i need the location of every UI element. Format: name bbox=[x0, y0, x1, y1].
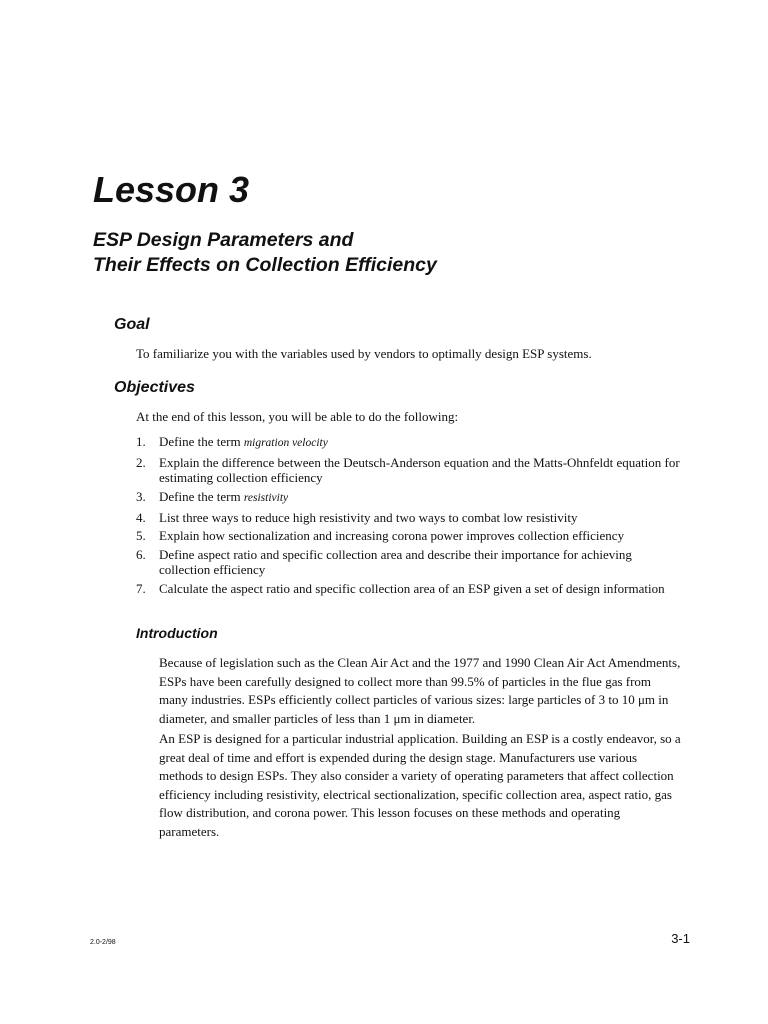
lesson-subtitle-line-1: ESP Design Parameters and bbox=[93, 229, 354, 251]
footer-edition: 2.0-2/98 bbox=[90, 939, 116, 946]
objectives-list bbox=[136, 434, 684, 600]
objective-term: resistivity bbox=[243, 491, 289, 504]
lesson-title: Lesson 3 bbox=[93, 169, 250, 210]
objective-text: Explain how sectionalization and increasing corona power improves collection efficiency bbox=[159, 528, 625, 544]
objective-number: 4. bbox=[136, 509, 146, 525]
introduction-heading: Introduction bbox=[136, 625, 218, 641]
introduction-paragraph-2: An ESP is designed for a particular industrial application. Building an ESP is a costly endeavor, so a great deal of time and effort is expended during the design stage. Manufacturers use various methods to design ESPs. They also consider a variety of operating parameters that affect collection efficiency including resistivity, electrical sectionalization, specific collection area, aspect ratio, gas flow distribution, and corona power. This lesson focuses on these methods and operating parameters. bbox=[159, 731, 681, 839]
objective-number: 1. bbox=[136, 434, 146, 449]
objective-item-5 bbox=[136, 528, 684, 544]
objective-item-7 bbox=[136, 581, 684, 597]
objective-text: List three ways to reduce high resistivity and two ways to combat low resistivity bbox=[159, 509, 578, 525]
objective-number: 6. bbox=[136, 546, 146, 562]
objective-number: 5. bbox=[136, 528, 146, 544]
objective-item-2 bbox=[136, 455, 684, 486]
objective-text: Define the term bbox=[159, 434, 244, 449]
objective-term: migration velocity bbox=[243, 437, 328, 449]
page-number: 3-1 bbox=[671, 931, 690, 946]
objective-item-4 bbox=[136, 510, 684, 526]
goal-heading: Goal bbox=[114, 316, 150, 333]
objective-text: Define the term bbox=[159, 488, 244, 504]
objective-number: 7. bbox=[136, 581, 146, 597]
objective-item-1 bbox=[136, 434, 684, 452]
objectives-intro: At the end of this lesson, you will be able to do the following: bbox=[136, 409, 459, 424]
objective-text: Explain the difference between the Deutsch-Anderson equation and the Matts-Ohnfeldt equation for estimating collection efficiency bbox=[159, 454, 680, 486]
objective-item-6 bbox=[136, 547, 684, 578]
goal-text: To familiarize you with the variables used by vendors to optimally design ESP systems. bbox=[136, 346, 592, 361]
lesson-subtitle bbox=[93, 228, 437, 278]
introduction-paragraph-1: Because of legislation such as the Clean Air Act and the 1977 and 1990 Clean Air Act Amendments, ESPs have been carefully designed to collect more than 99.5% of particles in the flue gas from many industries. ESPs efficiently collect particles of various sizes: large particles of 3 to 10 μm in diameter, and smaller particles of less than 1 μm in diameter. bbox=[159, 655, 681, 726]
objectives-heading: Objectives bbox=[114, 379, 195, 396]
objective-number: 3. bbox=[136, 488, 146, 504]
objective-item-3 bbox=[136, 489, 684, 507]
objective-text: Define aspect ratio and specific collection area and describe their importance for achieving collection efficiency bbox=[159, 546, 632, 578]
lesson-subtitle-line-2: Their Effects on Collection Efficiency bbox=[93, 254, 437, 276]
objective-text: Calculate the aspect ratio and specific collection area of an ESP given a set of design information bbox=[159, 581, 665, 597]
objective-number: 2. bbox=[136, 454, 146, 470]
